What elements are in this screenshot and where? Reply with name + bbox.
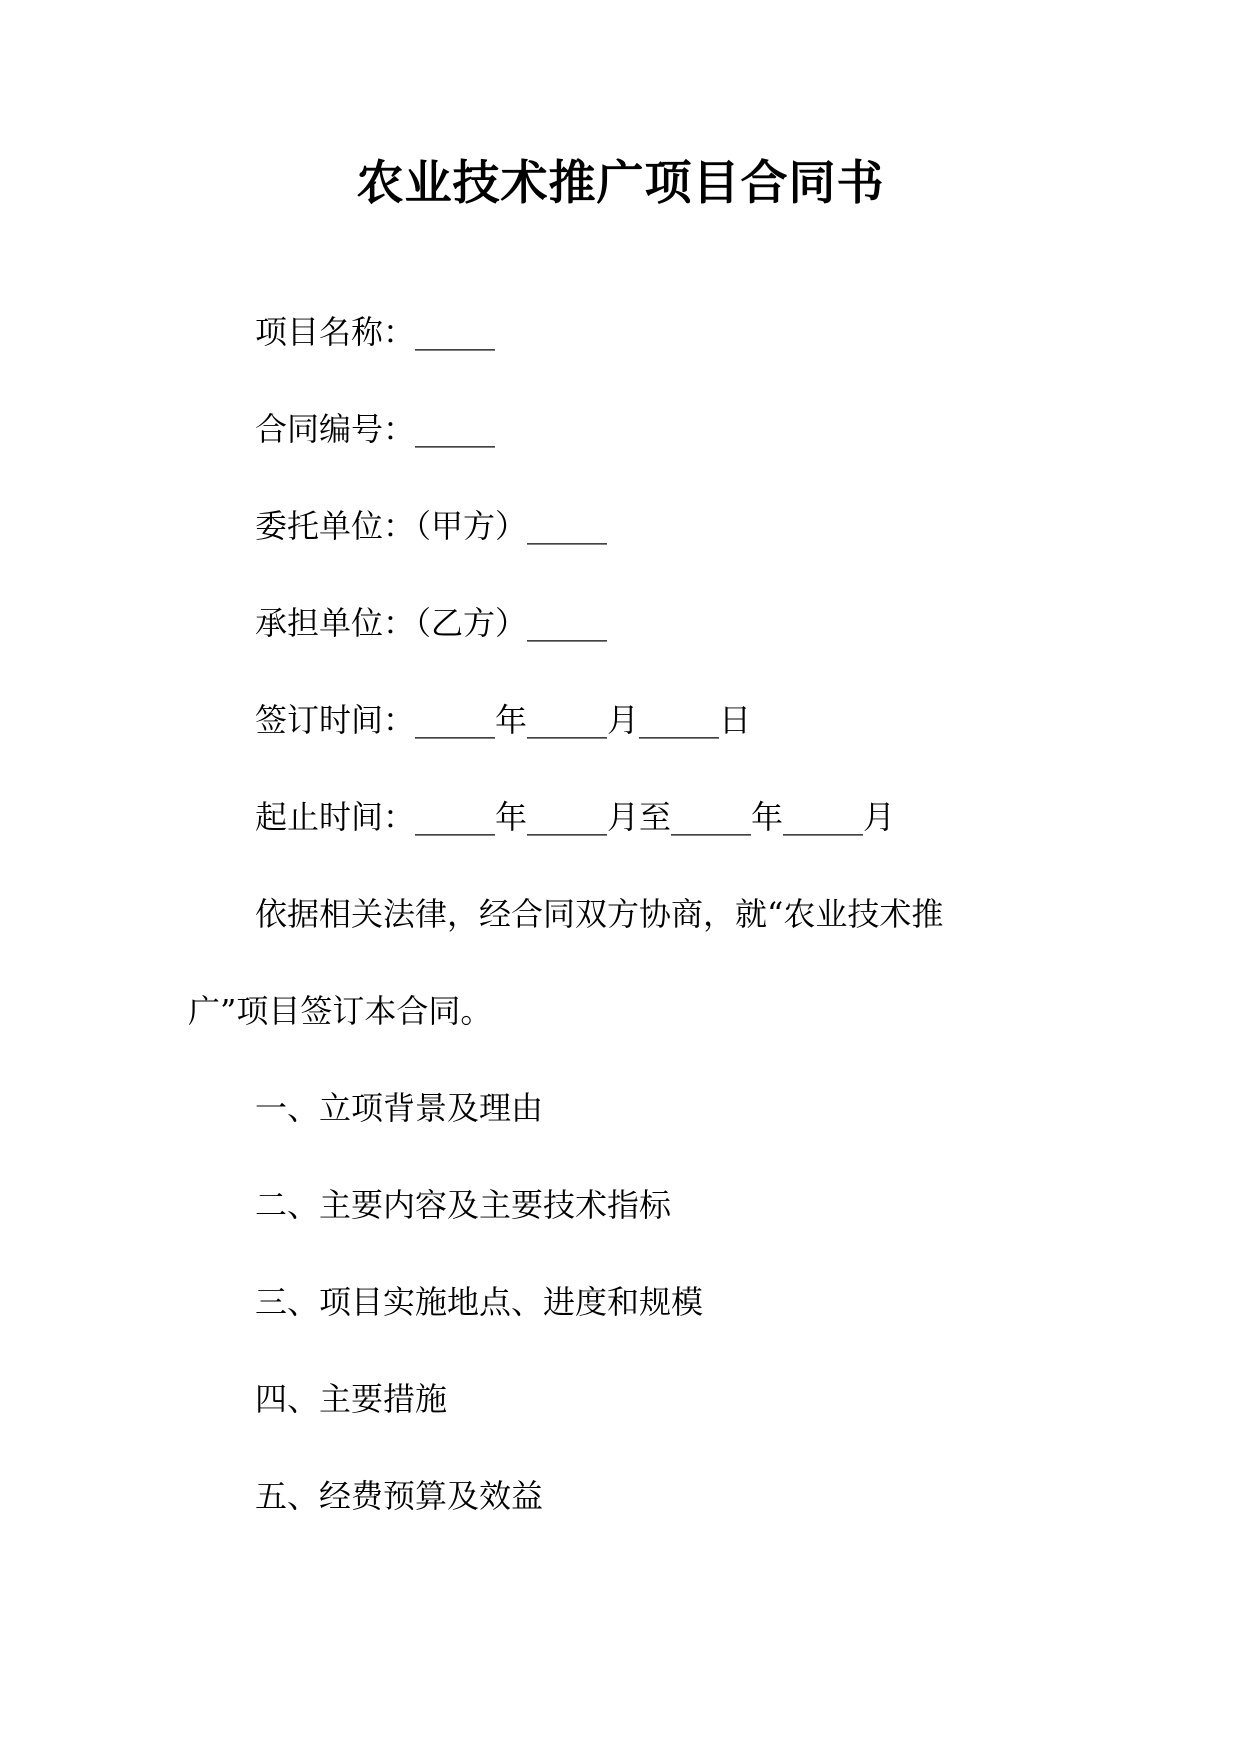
- intro-paragraph-line-1: 依据相关法律，经合同双方协商，就“农业技术推: [255, 895, 944, 933]
- document-title: 农业技术推广项目合同书: [356, 156, 885, 211]
- section-heading-1: 一、立项背景及理由: [255, 1089, 544, 1127]
- section-heading-2: 二、主要内容及主要技术指标: [255, 1186, 672, 1224]
- intro-paragraph-line-2: 广”项目签订本合同。: [188, 992, 493, 1030]
- field-contract-number: 合同编号：_____: [255, 410, 496, 448]
- field-party-a: 委托单位：（甲方）_____: [255, 507, 608, 545]
- field-project-name: 项目名称：_____: [255, 313, 496, 351]
- section-heading-3: 三、项目实施地点、进度和规模: [255, 1283, 704, 1321]
- field-duration: 起止时间：_____年_____月至_____年_____月: [255, 798, 896, 836]
- section-heading-5: 五、经费预算及效益: [255, 1477, 544, 1515]
- field-signing-date: 签订时间：_____年_____月_____日: [255, 701, 752, 739]
- section-heading-4: 四、主要措施: [255, 1380, 448, 1418]
- field-party-b: 承担单位：（乙方）_____: [255, 604, 608, 642]
